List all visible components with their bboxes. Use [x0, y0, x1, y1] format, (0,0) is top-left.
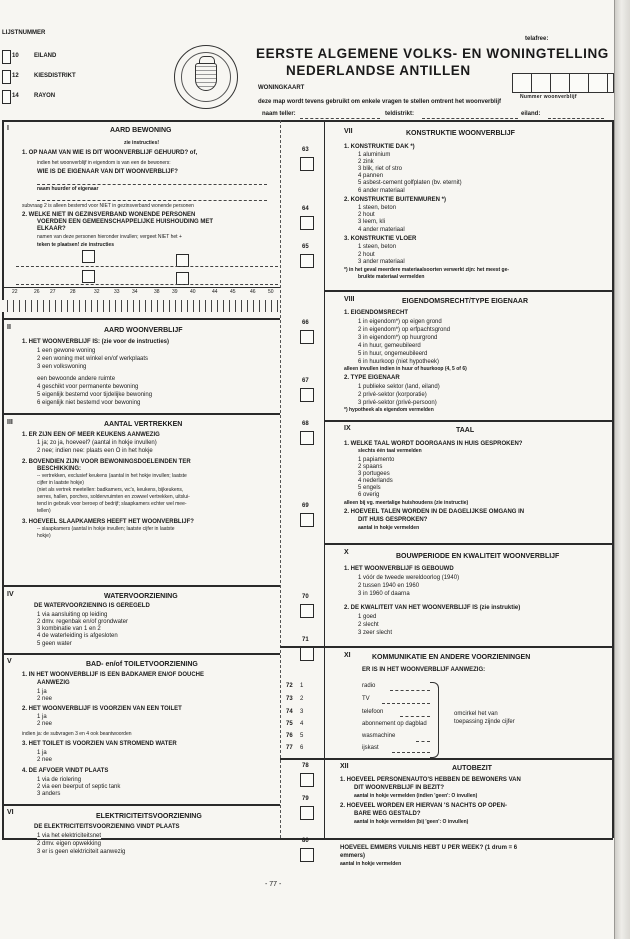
option: 1 publieke sektor (land, eiland): [358, 384, 440, 390]
option: 5 asbest-cement golfplaten (bv. eternit): [358, 180, 462, 186]
teldistrikt-label: teldistrikt:: [385, 111, 415, 117]
option: 4 pannen: [358, 173, 384, 179]
section-title: AUTOBEZIT: [452, 765, 492, 772]
question: VOERDEN EEN GEMEENSCHAPPELIJKE HUISHOUDING MET: [37, 219, 214, 225]
question: ELKAAR?: [37, 226, 66, 232]
option: 2 dmv. eigen opwekking: [37, 841, 101, 847]
plus-box[interactable]: [82, 270, 95, 283]
question-note: aantal in hokje vermelden: [340, 861, 402, 867]
option: 3 leem, kli: [358, 219, 386, 225]
section-roman: XII: [340, 763, 349, 770]
question-note: tend in gebruik voor beroep of bedrijf; slaapkamers echter wel mee-: [37, 501, 187, 507]
section-title: KONSTRUKTIE WOONVERBLIJF: [406, 130, 515, 137]
option: 2 dmv. regenbak en/of grondwater: [37, 619, 128, 625]
scale-num: 40: [190, 289, 196, 295]
question-note: indien het woonverblijf in eigendom is van een de bewoners:: [37, 160, 171, 166]
scale-num: 27: [50, 289, 56, 295]
scale-num: 28: [70, 289, 76, 295]
footnote: bruikte materiaal vermelden: [358, 274, 425, 280]
option: 4 in huur, gemeubileerd: [358, 343, 421, 349]
code-number[interactable]: 3: [300, 709, 304, 715]
leader-line: [392, 752, 430, 753]
option: 1 goed: [358, 614, 377, 620]
option: 5 in huur, ongemeubileerd: [358, 351, 428, 357]
code-number[interactable]: 6: [300, 745, 304, 751]
section-divider: [280, 758, 612, 760]
eiland-line[interactable]: [548, 118, 604, 119]
section-divider: [2, 653, 280, 655]
question-note: indien ja: de subvragen 3 en 4 ook beantwoorden: [22, 731, 132, 737]
field-code: 73: [286, 696, 293, 702]
code-box-70[interactable]: [300, 604, 314, 618]
question-note: alleen bij vg. meertalige huishoudens (zie instructie): [344, 500, 469, 506]
code-box-64[interactable]: [300, 216, 314, 230]
equipment-item: abonnement op dagblad: [362, 721, 427, 727]
code-box-63[interactable]: [300, 157, 314, 171]
footnote: *) hypotheek als eigendom vermelden: [344, 407, 434, 413]
field-code: 71: [302, 637, 309, 643]
question: 2. DE KWALITEIT VAN HET WOONVERBLIJF IS (zie instruktie): [344, 605, 521, 611]
question: DIT HUIS GESPROKEN?: [358, 517, 428, 523]
section-divider: [324, 290, 612, 292]
option: 1 ja; zo ja, hoeveel? (aantal in hokje invullen): [37, 440, 157, 446]
binder-edge: [614, 0, 630, 939]
option: 3 zeer slecht: [358, 630, 393, 636]
leader-line: [390, 690, 430, 691]
field-code: 63: [302, 147, 309, 153]
question-note: aantal in hokje vermelden (bij 'geen': O invullen): [354, 819, 469, 825]
option: 1 steen, beton: [358, 205, 397, 211]
section-title: EIGENDOMSRECHT/TYPE EIGENAAR: [402, 298, 529, 305]
answer-line[interactable]: [16, 266, 278, 267]
option: 2 slecht: [358, 622, 379, 628]
option: een bewoonde andere ruimte: [37, 376, 116, 382]
scale-num: 46: [250, 289, 256, 295]
equipment-item: ijskast: [362, 745, 379, 751]
option: 2 via een beerput of septic tank: [37, 784, 121, 790]
leader-line: [416, 741, 430, 742]
option: 1 via de riolering: [37, 777, 82, 783]
field-code: 65: [302, 244, 309, 250]
plus-box[interactable]: [82, 250, 95, 263]
question: 1. HET WOONVERBLIJF IS: (zie voor de instructies): [22, 339, 170, 345]
option: 2 nee: [37, 696, 53, 702]
section-divider: [280, 646, 612, 648]
question-note: subvraag 2 is alleen bestemd voor NIET in gezinsverband wonende personen: [22, 203, 194, 209]
code-box-65[interactable]: [300, 254, 314, 268]
question: 2. HOEVEEL TALEN WORDEN IN DE DAGELIJKSE OMGANG IN: [344, 509, 525, 515]
field-code: 75: [286, 721, 293, 727]
option: 3 in 1960 of daarna: [358, 591, 410, 597]
crest-icon: [195, 63, 217, 91]
equipment-item: radio: [362, 683, 376, 689]
code-box-67[interactable]: [300, 388, 314, 402]
section-roman: VII: [344, 128, 353, 135]
option: 6 overig: [358, 492, 380, 498]
field-code: 66: [302, 320, 309, 326]
question: 2. BOVENDIEN ZIJN VOOR BEWONINGSDOELEINDEN TER: [22, 459, 191, 465]
section-title: BOUWPERIODE EN KWALITEIT WOONVERBLIJF: [396, 553, 560, 560]
question: 2. KONSTRUKTIE BUITENMUREN *): [344, 197, 447, 203]
question: AANWEZIG: [37, 680, 70, 686]
question: 2. WELKE NIET IN GEZINSVERBAND WONENDE PERSONEN: [22, 212, 196, 218]
question: BESCHIKKING:: [37, 466, 82, 472]
answer-line[interactable]: [37, 184, 267, 185]
option: 3 portugees: [358, 471, 390, 477]
header-code: 10: [12, 53, 19, 59]
scale-num: 33: [114, 289, 120, 295]
code-number[interactable]: 1: [300, 683, 304, 689]
eiland-label: eiland:: [521, 111, 541, 117]
frame-left: [2, 120, 4, 838]
option: 1 in eigendom*) op eigen grond: [358, 319, 442, 325]
field-code: 79: [302, 796, 309, 802]
answer-caption: naam huurder of eigenaar: [37, 186, 99, 192]
question: 1. OP NAAM VAN WIE IS DIT WOONVERBLIJF GEHUURD? of,: [22, 150, 198, 156]
question: WIE IS DE EIGENAAR VAN DIT WOONVERBLIJF?: [37, 169, 178, 175]
code-number[interactable]: 4: [300, 721, 304, 727]
answer-line[interactable]: [16, 284, 278, 285]
code-box-78[interactable]: [300, 773, 314, 787]
option: 2 privé-sektor (korporatie): [358, 392, 427, 398]
field-code: 72: [286, 683, 293, 689]
option: 1 via het elektriciteitsnet: [37, 833, 102, 839]
instruction-note: zie instructies!: [124, 140, 160, 146]
question: 3. KONSTRUKTIE VLOER: [344, 236, 417, 242]
code-box-66[interactable]: [300, 330, 314, 344]
option: 2 zink: [358, 159, 374, 165]
option: 4 geschikt voor permanente bewoning: [37, 384, 139, 390]
question-note: serres, hallen, porches, soldervruimten en zowwel vertrekken, uitslui-: [37, 494, 190, 500]
subtitle-code: WONINGKAART: [258, 85, 305, 91]
section-roman: II: [7, 324, 11, 331]
code-number[interactable]: 2: [300, 696, 304, 702]
option: 2 tussen 1940 en 1960: [358, 583, 420, 589]
woonverblijf-number-boxes[interactable]: [512, 73, 614, 93]
question: 1. IN HET WOONVERBLIJF IS EEN BADKAMER EN/OF DOUCHE: [22, 672, 205, 678]
section-roman: VIII: [344, 296, 355, 303]
section-title: BAD- en/of TOILETVOORZIENING: [86, 661, 198, 668]
option: 2 een woning met winkel en/of werkplaats: [37, 356, 149, 362]
field-code: 70: [302, 594, 309, 600]
option: 1 via aansluiting op leiding: [37, 612, 108, 618]
option: 1 aluminium: [358, 152, 391, 158]
section-title: WATERVOORZIENING: [104, 593, 178, 600]
field-code: 69: [302, 503, 309, 509]
question: HOEVEEL EMMERS VUILNIS HEBT U PER WEEK? (1 drum = 6: [340, 845, 518, 851]
num-label: Nummer woonverblijf: [520, 94, 577, 100]
scale-num: 50: [268, 289, 274, 295]
option: 1 ja: [37, 714, 47, 720]
question: ER IS IN HET WOONVERBLIJF AANWEZIG:: [362, 667, 486, 673]
code-box-69[interactable]: [300, 513, 314, 527]
field-code: 68: [302, 421, 309, 427]
code-box-68[interactable]: [300, 431, 314, 445]
question: 3. HET TOILET IS VOORZIEN VAN STROMEND WATER: [22, 741, 177, 747]
option: 2 hout: [358, 252, 375, 258]
column-divider: [324, 120, 325, 838]
question-note: -- vertrekken, exclusief keukens (aantal in het hokje invullen; laatste: [37, 473, 187, 479]
question: 1. ER ZIJN EEN OF MEER KEUKENS AANWEZIG: [22, 432, 160, 438]
scale-num: 26: [34, 289, 40, 295]
section-title: AANTAL VERTREKKEN: [104, 421, 183, 428]
option: 1 steen, beton: [358, 244, 397, 250]
header-label: EILAND: [34, 53, 57, 59]
option: 1 ja: [37, 750, 47, 756]
field-code: 67: [302, 378, 309, 384]
option: 3 kombinatie van 1 en 2: [37, 626, 101, 632]
scale-num: 32: [94, 289, 100, 295]
section-roman: V: [7, 658, 12, 665]
field-code: 77: [286, 745, 293, 751]
bracket: [430, 682, 439, 758]
code-number[interactable]: 5: [300, 733, 304, 739]
question-note: hokje): [37, 533, 51, 539]
instruction-note: omcirkel het van: [454, 711, 498, 717]
option: 3 ander materiaal: [358, 259, 405, 265]
section-divider: [2, 318, 280, 320]
leader-line: [400, 716, 430, 717]
question-note: (niet als vertrek meetellen: badkamers, wc's, keukens, bijkeukens,: [37, 487, 184, 493]
field-code: 80: [302, 838, 309, 844]
section-divider: [324, 420, 612, 422]
question: DE ELEKTRICITEITSVOORZIENING VINDT PLAATS: [34, 824, 180, 830]
field-code: 64: [302, 206, 309, 212]
question-note: alleen invullen indien in huur of huurkoop (4, 5 of 6): [344, 366, 467, 372]
question-note: teken te plaatsen! zie instructies: [37, 242, 114, 248]
option: 6 eigenlijk niet bestemd voor bewoning: [37, 400, 141, 406]
question: 1. KONSTRUKTIE DAK *): [344, 144, 415, 150]
question-note: aantal in hokje vermelden (indien 'geen': O invullen): [354, 793, 478, 799]
code-box-71[interactable]: [300, 647, 314, 661]
section-roman: VI: [7, 809, 14, 816]
section-roman: IX: [344, 425, 351, 432]
question: 1. EIGENDOMSRECHT: [344, 310, 409, 316]
option: 4 de waterleiding is afgesloten: [37, 633, 118, 639]
footnote: *) in het geval meerdere materiaalsoorten verwerkt zijn: het meest ge-: [344, 267, 510, 273]
question-note: cijfer in laatste hokje): [37, 480, 84, 486]
equipment-item: TV: [362, 696, 370, 702]
scale-num: 44: [212, 289, 218, 295]
equipment-item: telefoon: [362, 709, 384, 715]
field-code: 78: [302, 763, 309, 769]
scale-num: 34: [132, 289, 138, 295]
question-note: -- slaapkamers (aantal in hokje invullen; laatste cijfer in laatste: [37, 526, 175, 532]
option: 1 vóór de tweede wereldoorlog (1940): [358, 575, 460, 581]
question-note: slechts één taal vermelden: [358, 448, 422, 454]
option: 2 spaans: [358, 464, 383, 470]
question: 1. HOEVEEL PERSONENAUTO'S HEBBEN DE BEWONERS VAN: [340, 777, 521, 783]
field-code: 76: [286, 733, 293, 739]
section-roman: III: [7, 419, 13, 426]
option: 1 ja: [37, 689, 47, 695]
question: 2. HET WOONVERBLIJF IS VOORZIEN VAN EEN TOILET: [22, 706, 182, 712]
option: 4 nederlands: [358, 478, 393, 484]
question: DIT WOONVERBLIJF IN BEZIT?: [354, 785, 444, 791]
option: 2 nee; indien nee: plaats een O in het hokje: [37, 448, 153, 454]
section-title: ELEKTRICITEITSVOORZIENING: [96, 813, 202, 820]
question-note: namen van deze personen hieronder invullen; vergeet NIET het +: [37, 234, 182, 240]
frame-top: [2, 120, 612, 122]
teldistrikt-line[interactable]: [422, 118, 518, 119]
code-divider: [280, 120, 281, 838]
scale-num: 39: [172, 289, 178, 295]
option: 3 blik, riet of stro: [358, 166, 403, 172]
section-roman: XI: [344, 652, 351, 659]
header-label: RAYON: [34, 93, 56, 99]
option: 6 ander materiaal: [358, 188, 405, 194]
scale-num: 45: [230, 289, 236, 295]
telafree-label: telafree:: [525, 36, 549, 42]
question: DE WATERVOORZIENING IS GEREGELD: [34, 603, 150, 609]
page-number: - 77 -: [265, 881, 282, 888]
section-divider: [324, 543, 612, 545]
question: emmers): [340, 853, 366, 859]
option: 3 in eigendom*) op huurgrond: [358, 335, 438, 341]
question: 3. HOEVEEL SLAAPKAMERS HEEFT HET WOONVERBLIJF?: [22, 519, 194, 525]
option: 3 er is geen elektriciteit aanwezig: [37, 849, 126, 855]
form-title: EERSTE ALGEMENE VOLKS- EN WONINGTELLING: [256, 46, 609, 61]
option: 5 engels: [358, 485, 381, 491]
option: 3 anders: [37, 791, 61, 797]
section-title: AARD BEWONING: [110, 127, 172, 134]
form-subtitle: NEDERLANDSE ANTILLEN: [286, 63, 471, 78]
header-code: 12: [12, 73, 19, 79]
section-title: TAAL: [456, 427, 475, 434]
question-note: tellen): [37, 508, 51, 514]
section-divider: [2, 804, 280, 806]
naam-teller-line[interactable]: [300, 118, 380, 119]
header-label: KIESDISTRIKT: [34, 73, 76, 79]
option: 4 ander materiaal: [358, 227, 405, 233]
question: 1. WELKE TAAL WORDT DOORGAANS IN HUIS GESPROKEN?: [344, 441, 523, 447]
option: 2 in eigendom*) op erfpachtsgrond: [358, 327, 451, 333]
question: 1. HET WOONVERBLIJF IS GEBOUWD: [344, 566, 454, 572]
scale-top: [2, 287, 280, 288]
header-code: 14: [12, 93, 19, 99]
option: 6 in huurkoop (niet hypotheek): [358, 359, 440, 365]
section-title: AARD WOONVERBLIJF: [104, 327, 183, 334]
section-divider: [2, 585, 280, 587]
option: 5 eigenlijk bestemd voor tijdelijke bewoning: [37, 392, 153, 398]
option: 1 een gewone woning: [37, 348, 96, 354]
option: 3 privé-sektor (privé-persoon): [358, 400, 437, 406]
leader-line: [382, 703, 430, 704]
lijstnummer-box[interactable]: [2, 70, 11, 84]
question-note: aantal in hokje vermelden: [358, 525, 420, 531]
scale-num: 38: [154, 289, 160, 295]
question: BARE WEG GESTALD?: [354, 811, 421, 817]
question: 2. TYPE EIGENAAR: [344, 375, 400, 381]
code-box-80[interactable]: [300, 848, 314, 862]
section-divider: [2, 413, 280, 415]
section-roman: X: [344, 549, 349, 556]
section-roman: I: [7, 125, 9, 132]
equipment-item: wasmachine: [362, 733, 396, 739]
option: 2 nee: [37, 721, 53, 727]
section-title: KOMMUNIKATIE EN ANDERE VOORZIENINGEN: [372, 654, 531, 661]
lijstnummer-box[interactable]: [2, 90, 11, 104]
scale-ticks: [2, 300, 280, 312]
naam-teller-label: naam teller:: [262, 111, 296, 117]
header-label: LIJSTNUMMER: [2, 30, 46, 36]
section-roman: IV: [7, 591, 14, 598]
field-code: 74: [286, 709, 293, 715]
option: 2 nee: [37, 757, 53, 763]
option: 5 geen water: [37, 641, 72, 647]
scale-num: 22: [12, 289, 18, 295]
question: 4. DE AFVOER VINDT PLAATS: [22, 768, 109, 774]
option: 2 hout: [358, 212, 375, 218]
lijstnummer-box[interactable]: [2, 50, 11, 64]
option: 3 een volkswoning: [37, 364, 87, 370]
answer-line[interactable]: [37, 200, 267, 201]
header-note: deze map wordt tevens gebruikt om enkele vragen te stellen omtrent het woonverblijf: [258, 99, 502, 105]
code-box-79[interactable]: [300, 806, 314, 820]
instruction-note: toepassing zijnde cijfer: [454, 719, 515, 725]
question: 2. HOEVEEL WORDEN ER HIERVAN 'S NACHTS OP OPEN-: [340, 803, 508, 809]
option: 1 papiamento: [358, 457, 395, 463]
